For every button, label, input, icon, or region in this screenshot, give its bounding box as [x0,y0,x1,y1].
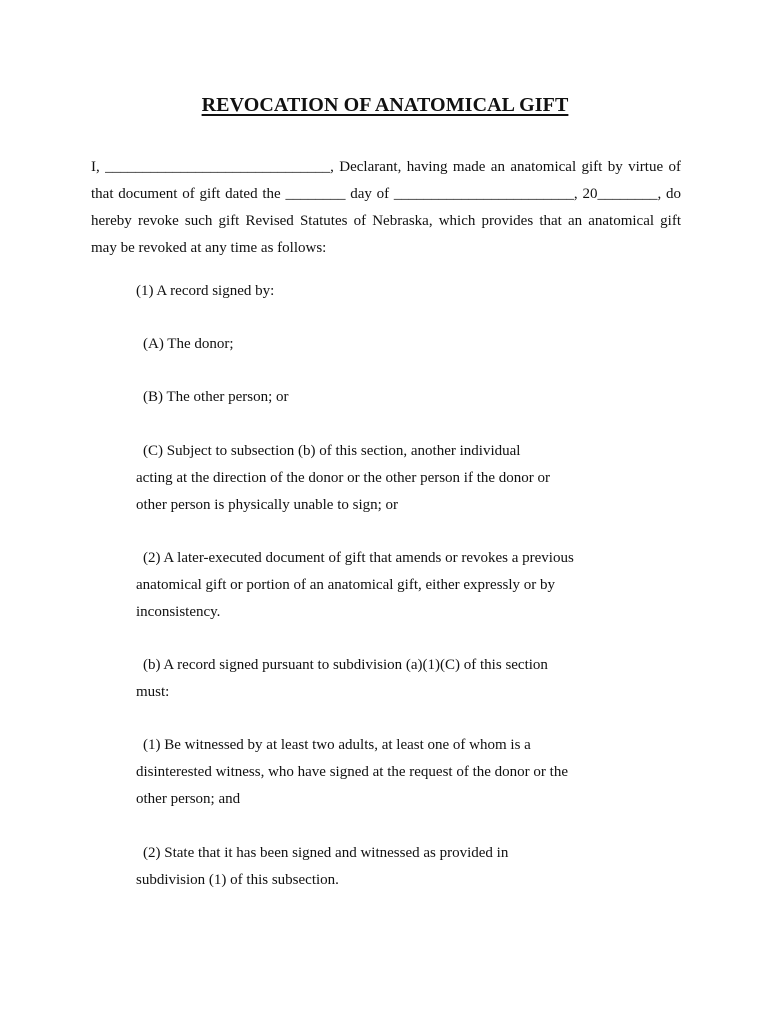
clause-A [136,331,616,358]
clause-C [136,438,616,519]
clause-b1 [136,732,616,813]
clause-B-text: (B) The other person; or [143,389,289,405]
clause-B [136,384,616,411]
clause-2-line: anatomical gift or portion of an anatomical gift, either expressly or by [136,577,556,593]
clause-C-line: (C) Subject to subsection (b) of this section, another individual [143,443,521,459]
intro-line: may be revoked at any time as follows: [91,240,327,256]
clause-1 [136,278,616,305]
clause-A-text: (A) The donor; [143,336,234,352]
intro-line: I, ______________________________, Declarant, having made an anatomical gift by virtue of [91,159,681,175]
clause-b2-line: subdivision (1) of this subsection. [136,872,339,888]
clause-b2-line: (2) State that it has been signed and witnessed as provided in [143,845,509,861]
document-title: REVOCATION OF ANATOMICAL GIFT [201,94,569,116]
clause-b [136,652,616,706]
clause-2-line: inconsistency. [136,604,221,620]
clause-2 [136,545,616,626]
clause-2-line: (2) A later-executed document of gift that amends or revokes a previous [143,550,574,566]
clause-b1-line: (1) Be witnessed by at least two adults, at least one of whom is a [143,737,531,753]
intro-line: that document of gift dated the ________ day of ________________________, 20________, do [91,186,681,202]
clause-1-text: (1) A record signed by: [136,283,275,299]
intro-paragraph [91,154,681,262]
clause-b1-line: other person; and [136,791,241,807]
clause-b-line: must: [136,684,170,700]
clause-b2 [136,840,616,894]
clause-b-line: (b) A record signed pursuant to subdivision (a)(1)(C) of this section [143,657,548,673]
clause-C-line: other person is physically unable to sign; or [136,497,399,513]
clause-b1-line: disinterested witness, who have signed at the request of the donor or the [136,764,568,780]
clause-C-line: acting at the direction of the donor or the other person if the donor or [136,470,551,486]
intro-line: hereby revoke such gift Revised Statutes of Nebraska, which provides that an anatomical gift [91,213,681,229]
